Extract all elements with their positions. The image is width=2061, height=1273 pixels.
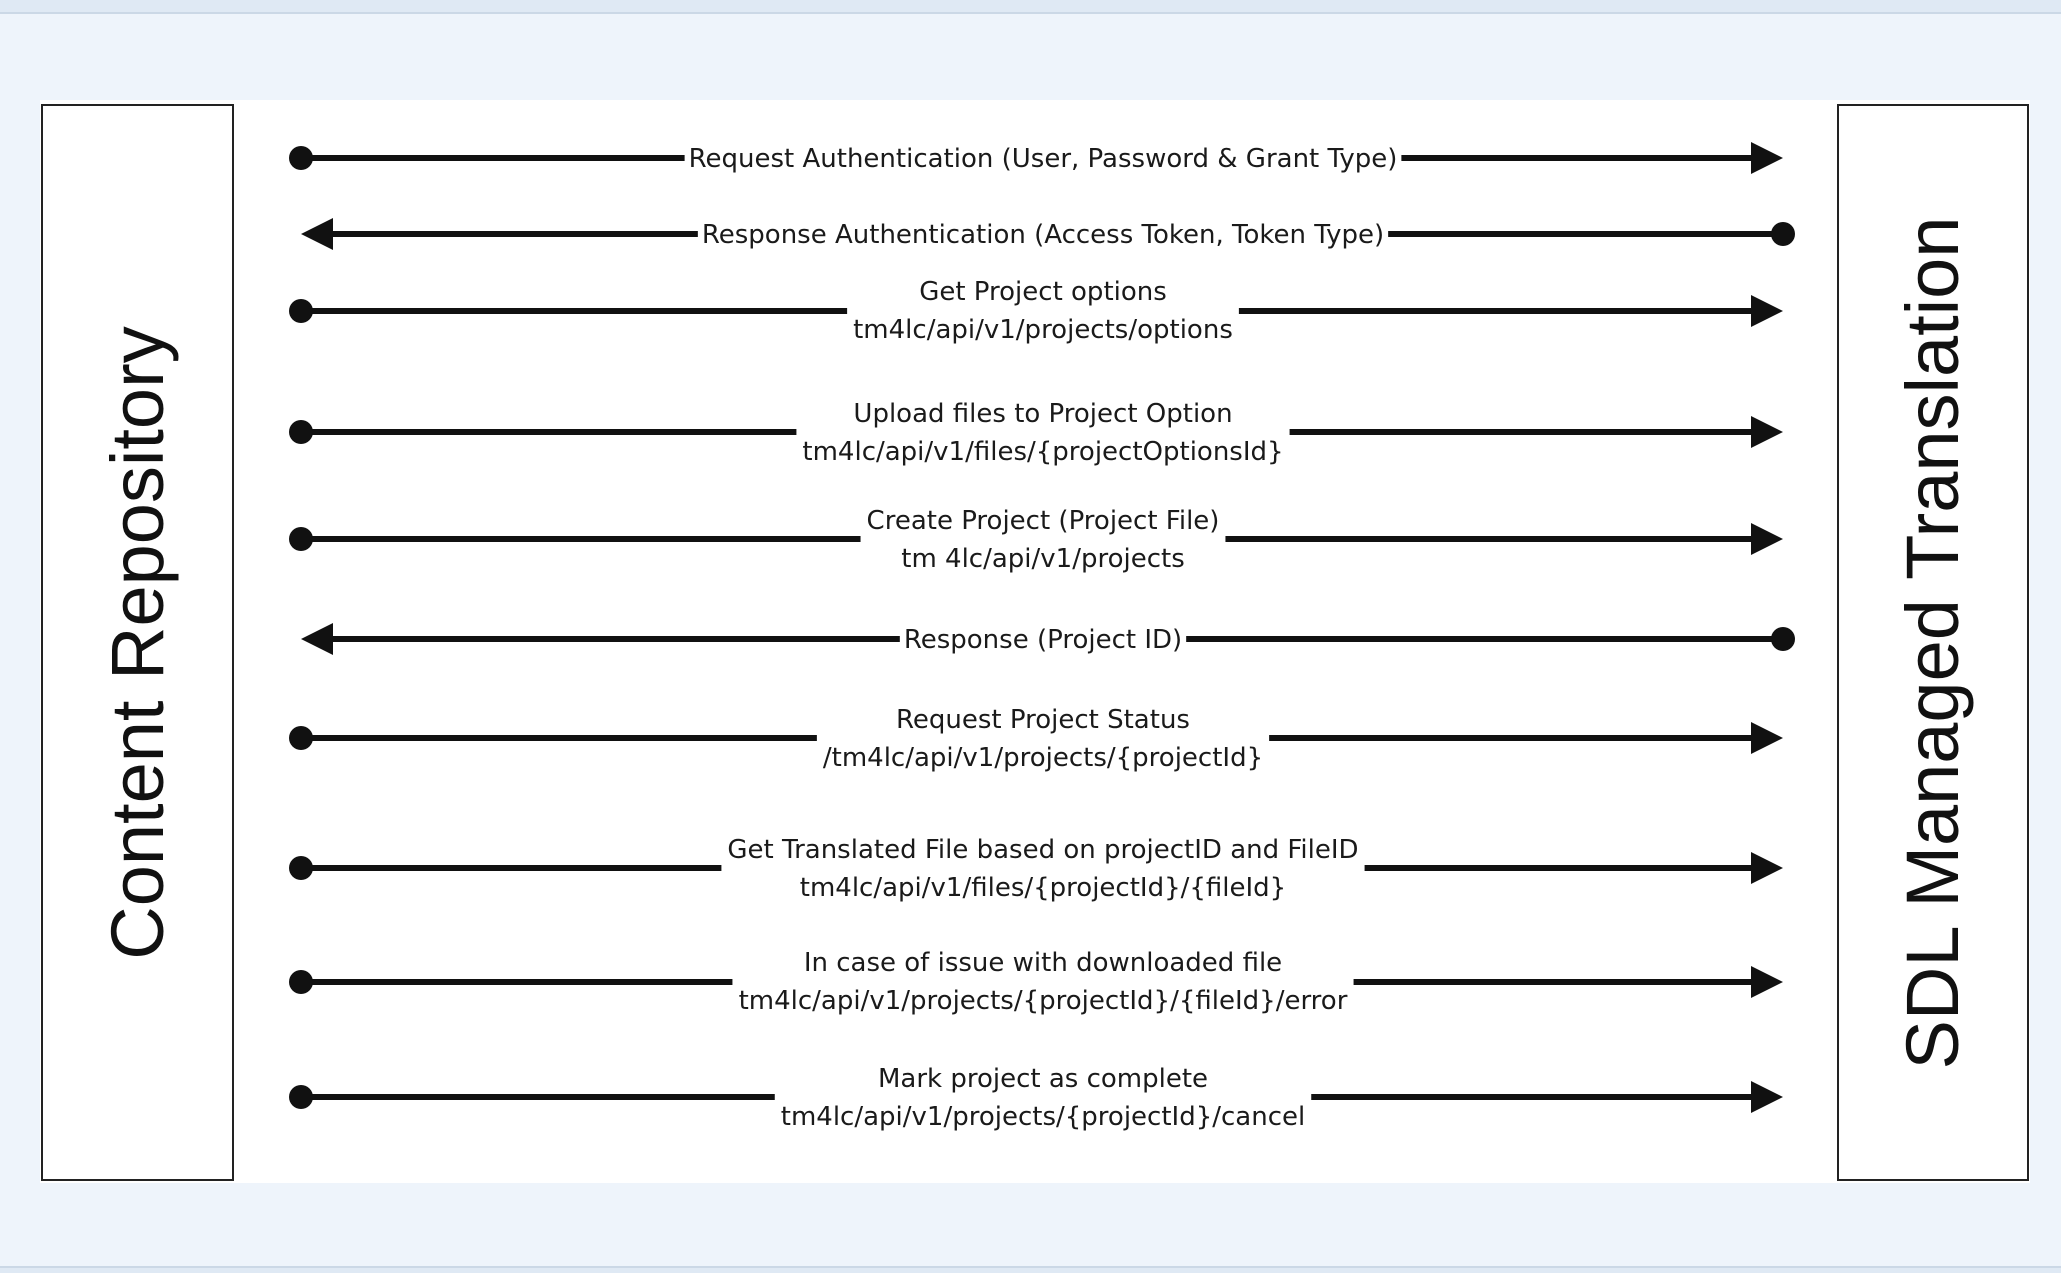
arrowhead-right-icon bbox=[1751, 1081, 1783, 1113]
arrowhead-right-icon bbox=[1751, 416, 1783, 448]
arrowhead-right-icon bbox=[1751, 966, 1783, 998]
message-label-line: Request Project Status bbox=[896, 705, 1190, 735]
message-label-line: Get Project options bbox=[919, 277, 1167, 307]
message-8 bbox=[289, 835, 1783, 903]
arrowhead-right-icon bbox=[1751, 295, 1783, 327]
arrowhead-right-icon bbox=[1751, 523, 1783, 555]
message-label-line: tm4lc/api/v1/files/{projectOptionsId} bbox=[802, 437, 1284, 467]
arrow-origin-dot bbox=[289, 420, 313, 444]
message-6 bbox=[301, 623, 1795, 655]
arrow-origin-dot bbox=[1771, 222, 1795, 246]
arrow-origin-dot bbox=[289, 1085, 313, 1109]
arrow-origin-dot bbox=[289, 146, 313, 170]
message-4 bbox=[289, 399, 1783, 467]
message-label-line: In case of issue with downloaded file bbox=[803, 948, 1283, 978]
arrow-origin-dot bbox=[289, 856, 313, 880]
arrowhead-right-icon bbox=[1751, 722, 1783, 754]
message-7 bbox=[289, 705, 1783, 773]
arrowhead-left-icon bbox=[301, 218, 333, 250]
participant-label-right: SDL Managed Translation bbox=[1891, 216, 1974, 1069]
arrow-origin-dot bbox=[289, 970, 313, 994]
message-3 bbox=[289, 277, 1783, 345]
message-label-line: Response Authentication (Access Token, Token Type) bbox=[701, 220, 1385, 250]
message-label-line: Get Translated File based on projectID and FileID bbox=[727, 835, 1359, 865]
message-label-line: Request Authentication (User, Password & Grant Type) bbox=[688, 144, 1398, 174]
message-label-line: Response (Project ID) bbox=[903, 625, 1183, 655]
message-label-line: tm4lc/api/v1/files/{projectId}/{fileId} bbox=[799, 873, 1287, 903]
arrow-origin-dot bbox=[289, 299, 313, 323]
message-label-line: tm4lc/api/v1/projects/options bbox=[853, 315, 1233, 345]
message-label-line: tm 4lc/api/v1/projects bbox=[901, 544, 1185, 574]
message-9 bbox=[289, 948, 1783, 1016]
message-2 bbox=[301, 218, 1795, 250]
arrow-origin-dot bbox=[289, 726, 313, 750]
arrowhead-right-icon bbox=[1751, 852, 1783, 884]
message-10 bbox=[289, 1064, 1783, 1132]
message-label-line: tm4lc/api/v1/projects/{projectId}/{fileId}/error bbox=[738, 986, 1348, 1016]
message-label-line: tm4lc/api/v1/projects/{projectId}/cancel bbox=[780, 1102, 1306, 1132]
arrow-origin-dot bbox=[1771, 627, 1795, 651]
participant-label-left: Content Repository bbox=[95, 325, 179, 960]
arrowhead-left-icon bbox=[301, 623, 333, 655]
message-5 bbox=[289, 506, 1783, 574]
arrowhead-right-icon bbox=[1751, 142, 1783, 174]
message-label-line: Mark project as complete bbox=[877, 1064, 1209, 1094]
message-label-line: Create Project (Project File) bbox=[866, 506, 1220, 536]
message-1 bbox=[289, 142, 1783, 174]
arrow-origin-dot bbox=[289, 527, 313, 551]
message-label-line: Upload files to Project Option bbox=[853, 399, 1233, 429]
window-bottom-strip bbox=[0, 1266, 2061, 1273]
message-label-line: /tm4lc/api/v1/projects/{projectId} bbox=[822, 743, 1264, 773]
